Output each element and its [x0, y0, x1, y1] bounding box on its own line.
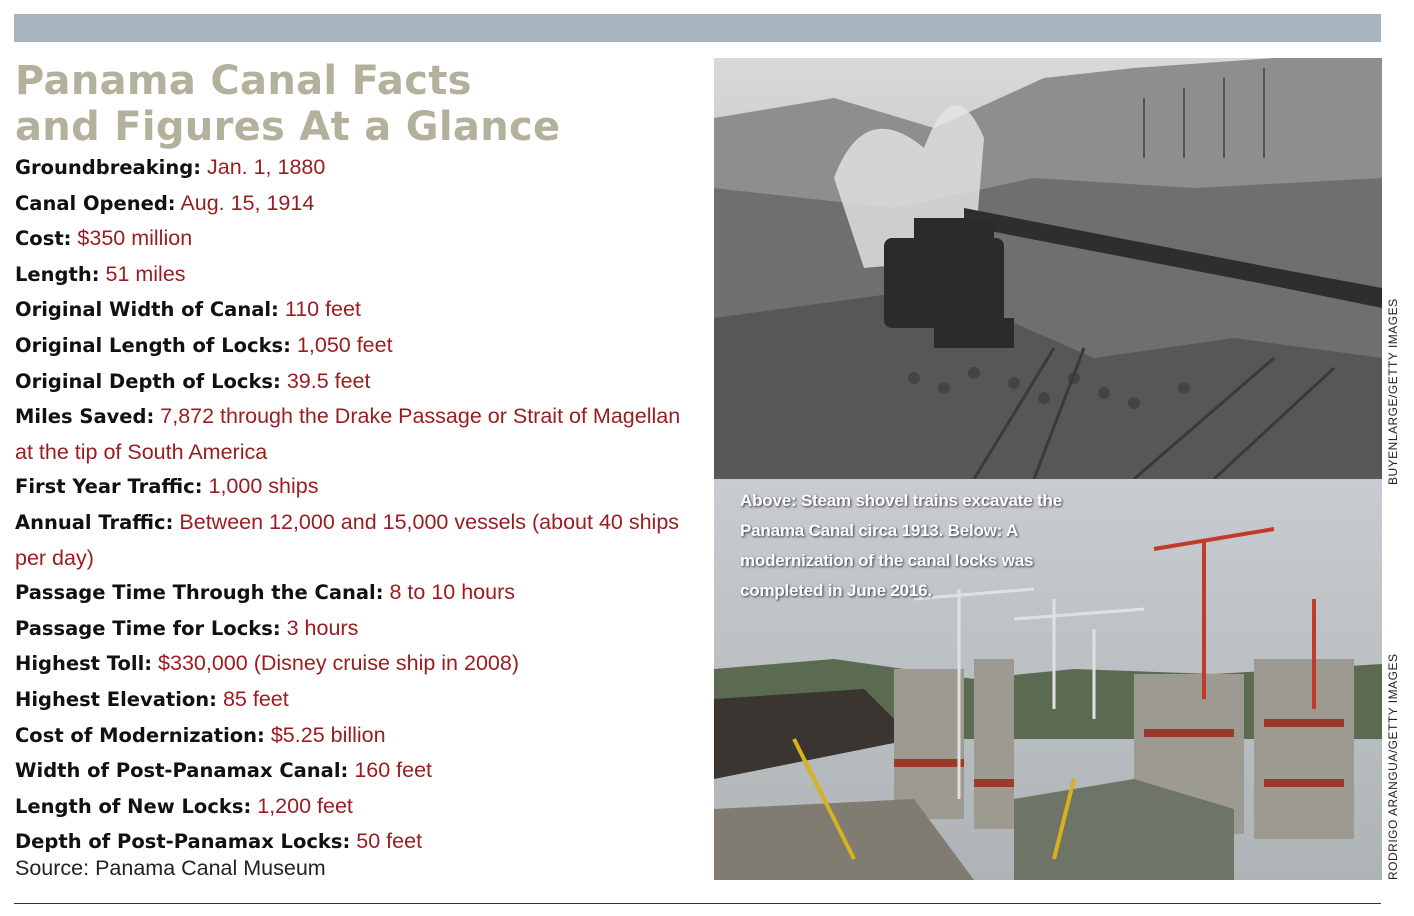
fact-label: Groundbreaking:	[15, 156, 201, 179]
fact-label: Cost:	[15, 227, 72, 251]
fact-value: 50 feet	[356, 829, 423, 854]
photo-caption: Above: Steam shovel trains excavate the Panama Canal circa 1913. Below: A modernization of the canal locks was completed in June 2016.	[740, 491, 1062, 600]
fact-label: Highest Toll:	[15, 652, 153, 676]
fact-label: Original Length of Locks:	[15, 333, 291, 357]
fact-value: 1,050 feet	[296, 332, 393, 357]
source-note: Source: Panama Canal Museum	[15, 856, 326, 880]
fact-value: 1,200 feet	[257, 793, 353, 818]
fact-label: Width of Post-Panamax Canal:	[15, 759, 349, 783]
fact-label: Passage Time Through the Canal:	[15, 581, 384, 605]
fact-item	[15, 753, 695, 789]
fact-item	[15, 682, 695, 718]
fact-label: Passage Time for Locks:	[15, 616, 281, 640]
fact-item	[15, 469, 695, 505]
fact-value: 3 hours	[286, 615, 359, 640]
fact-value: 7,872 through the Drake Passage or Strait of Magellan at the tip of South America	[15, 404, 681, 464]
fact-label: Depth of Post-Panamax Locks:	[15, 830, 351, 854]
fact-item	[15, 789, 695, 825]
fact-value: 39.5 feet	[286, 368, 371, 393]
fact-value: 85 feet	[222, 686, 289, 711]
fact-value: $330,000 (Disney cruise ship in 2008)	[158, 651, 519, 676]
fact-item	[15, 611, 695, 647]
fact-item	[15, 399, 695, 469]
fact-item	[15, 186, 695, 222]
photo-credit-top: BUYENLARGE/GETTY IMAGES	[1386, 298, 1400, 485]
fact-item	[15, 257, 695, 293]
fact-value: 1,000 ships	[208, 474, 319, 499]
fact-label: Highest Elevation:	[15, 687, 217, 711]
fact-label: First Year Traffic:	[15, 475, 203, 499]
fact-label: Canal Opened:	[15, 191, 176, 215]
bottom-divider	[14, 903, 1381, 904]
fact-item	[15, 824, 695, 860]
fact-label: Annual Traffic:	[15, 510, 174, 534]
fact-label: Miles Saved:	[15, 405, 155, 429]
steam-shovel-photo	[714, 58, 1382, 479]
fact-label: Original Depth of Locks:	[15, 369, 281, 393]
fact-label: Length of New Locks:	[15, 794, 252, 818]
fact-item	[15, 221, 695, 257]
fact-value: 160 feet	[354, 758, 433, 783]
title-line-2: and Figures At a Glance	[15, 104, 561, 150]
title-line-1: Panama Canal Facts	[15, 58, 472, 104]
top-color-bar	[14, 14, 1381, 42]
fact-item	[15, 328, 695, 364]
fact-value: Between 12,000 and 15,000 vessels (about 40 ships per day)	[15, 509, 680, 570]
fact-value: 110 feet	[284, 297, 361, 322]
facts-list	[15, 150, 695, 860]
fact-item	[15, 364, 695, 400]
fact-value: Jan. 1, 1880	[206, 155, 326, 179]
photo-credit-bottom: RODRIGO ARANGUA/GETTY IMAGES	[1386, 653, 1400, 880]
page-title	[15, 58, 560, 150]
fact-item	[15, 150, 695, 186]
fact-item	[15, 505, 695, 575]
fact-label: Cost of Modernization:	[15, 723, 265, 747]
fact-value: $350 million	[77, 226, 193, 251]
fact-item	[15, 718, 695, 754]
fact-label: Original Width of Canal:	[15, 298, 279, 322]
fact-value: Aug. 15, 1914	[180, 190, 315, 215]
fact-value: 51 miles	[105, 261, 186, 286]
fact-value: $5.25 billion	[270, 722, 386, 747]
fact-item	[15, 575, 695, 611]
fact-label: Length:	[15, 262, 100, 286]
fact-item	[15, 646, 695, 682]
fact-value: 8 to 10 hours	[389, 580, 516, 605]
fact-item	[15, 292, 695, 328]
